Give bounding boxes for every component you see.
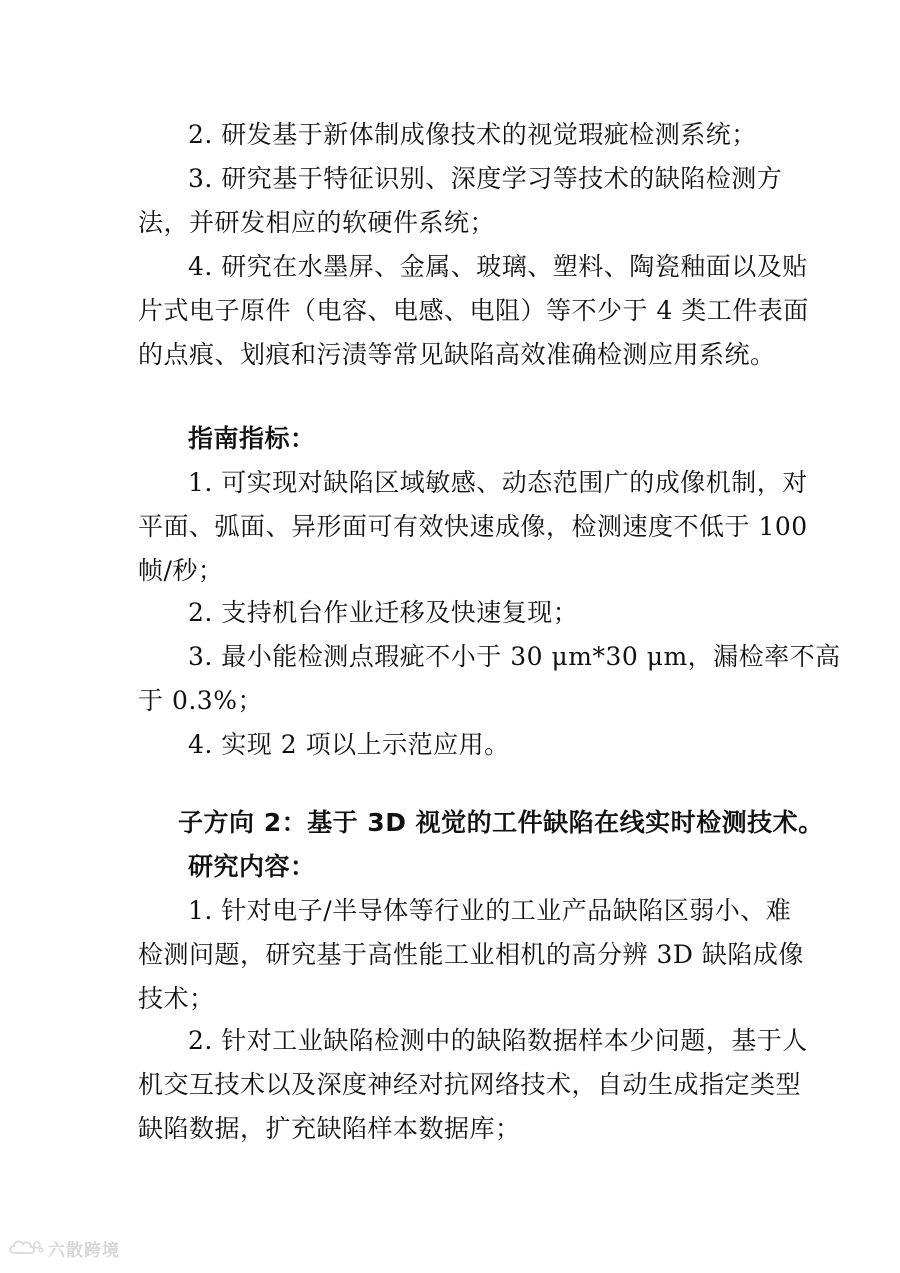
list-item-continuation: 机交互技术以及深度神经对抗网络技术，自动生成指定类型 bbox=[138, 1070, 802, 1099]
list-item: 2. 针对工业缺陷检测中的缺陷数据样本少问题，基于人 bbox=[188, 1026, 808, 1055]
list-item-continuation: 片式电子原件（电容、电感、电阻）等不少于 4 类工件表面 bbox=[138, 296, 809, 325]
list-item: 3. 最小能检测点瑕疵不小于 30 μm*30 μm，漏检率不高 bbox=[188, 642, 841, 671]
list-item: 2. 支持机台作业迁移及快速复现； bbox=[188, 598, 579, 627]
list-item: 1. 针对电子/半导体等行业的工业产品缺陷区弱小、难 bbox=[188, 896, 792, 925]
list-item-continuation: 平面、弧面、异形面可有效快速成像，检测速度不低于 100 bbox=[138, 512, 808, 541]
list-item-continuation: 于 0.3%； bbox=[138, 686, 263, 715]
list-item: 4. 研究在水墨屏、金属、玻璃、塑料、陶瓷釉面以及贴 bbox=[188, 252, 808, 281]
list-item-continuation: 检测问题，研究基于高性能工业相机的高分辨 3D 缺陷成像 bbox=[138, 940, 804, 969]
list-item-continuation: 法，并研发相应的软硬件系统； bbox=[138, 208, 496, 237]
section-heading: 指南指标： bbox=[188, 424, 316, 453]
list-item-continuation: 技术； bbox=[138, 984, 215, 1013]
section-heading: 研究内容： bbox=[188, 852, 316, 881]
list-item-continuation: 的点痕、划痕和污渍等常见缺陷高效准确检测应用系统。 bbox=[138, 340, 776, 369]
list-item: 3. 研究基于特征识别、深度学习等技术的缺陷检测方 bbox=[188, 164, 783, 193]
list-item-continuation: 缺陷数据，扩充缺陷样本数据库； bbox=[138, 1114, 521, 1143]
watermark bbox=[8, 1237, 120, 1259]
list-item: 2. 研发基于新体制成像技术的视觉瑕疵检测系统； bbox=[188, 120, 757, 149]
watermark-text: 六散跨境 bbox=[48, 1240, 120, 1261]
cloud-logo-icon bbox=[8, 1238, 44, 1258]
list-item: 4. 实现 2 项以上示范应用。 bbox=[188, 730, 510, 759]
list-item-continuation: 帧/秒； bbox=[138, 556, 224, 585]
subsection-heading: 子方向 2：基于 3D 视觉的工件缺陷在线实时检测技术。 bbox=[178, 808, 824, 837]
list-item: 1. 可实现对缺陷区域敏感、动态范围广的成像机制，对 bbox=[188, 468, 808, 497]
